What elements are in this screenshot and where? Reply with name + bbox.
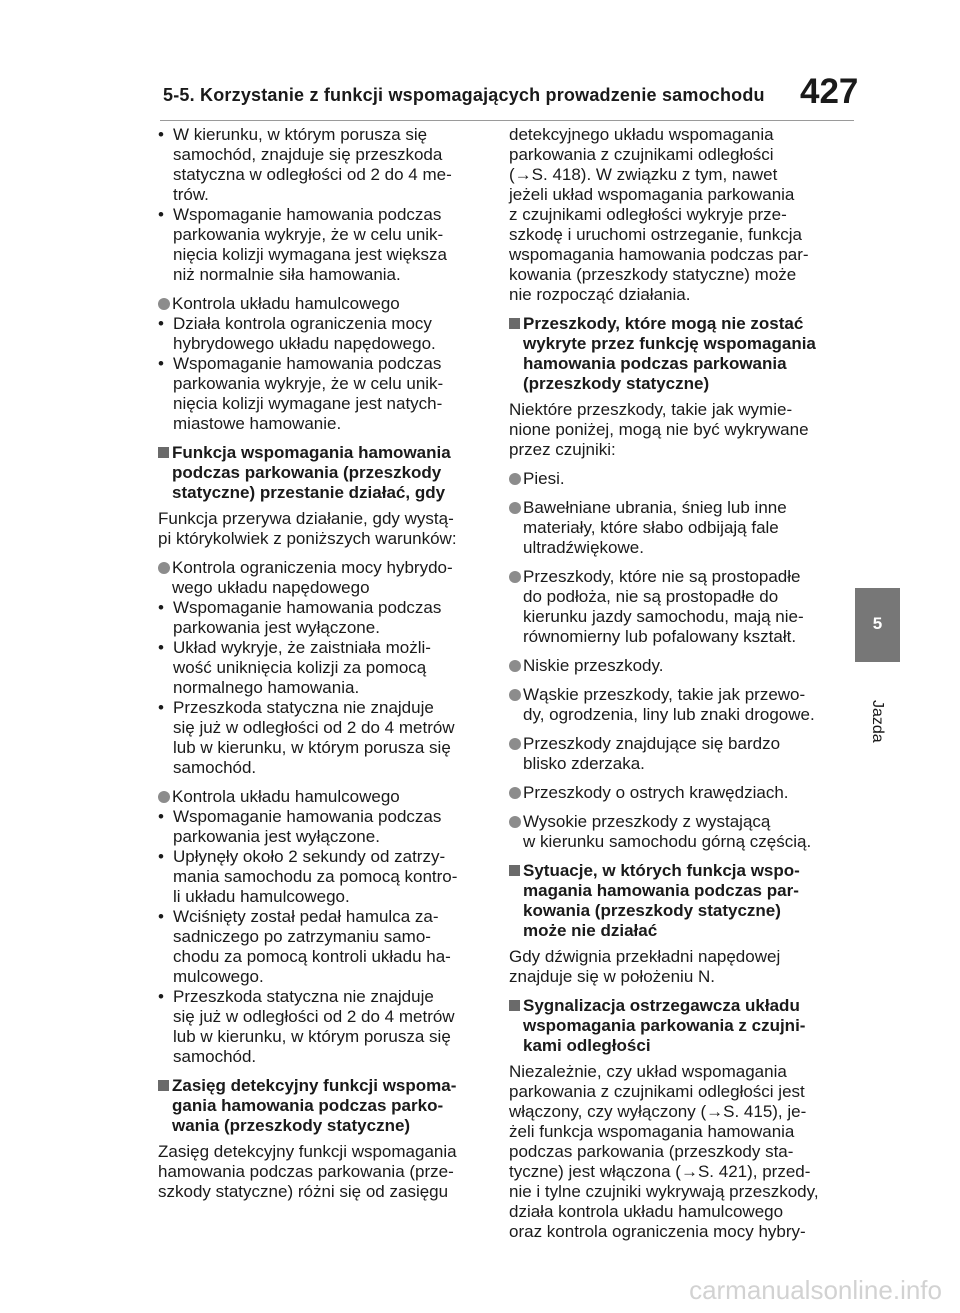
text-line: parkowania jest wyłączone.	[173, 827, 380, 846]
text-line: wego układu napędowego	[172, 578, 370, 597]
text-line: Przeszkoda statyczna nie znajduje	[173, 987, 434, 1006]
text-line: znajduje się w położeniu N.	[509, 967, 716, 986]
running-header-title: 5-5. Korzystanie z funkcji wspomagających prowadzenie samochodu	[163, 85, 765, 105]
text-line: nie rozpocząć działania.	[509, 285, 691, 304]
circle-item	[509, 567, 834, 647]
bullet-dot: •	[158, 807, 164, 826]
text-line: Przeszkody, które nie są prostopadłe	[523, 567, 801, 586]
bullet-item	[158, 638, 480, 698]
square-bullet-icon	[509, 1000, 520, 1011]
text-line: detekcyjnego układu wspomagania	[509, 125, 774, 144]
watermark: carmanualsonline.info	[689, 1275, 942, 1305]
circle-item	[158, 787, 480, 807]
text-line: Funkcja wspomagania hamowania	[172, 443, 451, 462]
bullet-dot: •	[158, 354, 164, 373]
text-line: hamowania podczas parkowania (prze-	[158, 1162, 454, 1181]
section-heading	[158, 443, 480, 503]
text-line: samochód.	[173, 758, 257, 777]
text-line: mania samochodu za pomocą kontro-	[173, 867, 458, 886]
circle-bullet-icon	[509, 473, 521, 485]
circle-item	[509, 469, 834, 489]
bullet-dot: •	[158, 125, 164, 144]
circle-bullet-icon	[158, 562, 170, 574]
paragraph	[509, 1062, 834, 1242]
text-line: (→S. 418). W związku z tym, nawet	[509, 165, 778, 184]
right-column	[509, 125, 834, 1242]
text-line: działa kontrola układu hamulcowego	[509, 1202, 784, 1221]
text-line: samochód, znajduje się przeszkoda	[173, 145, 443, 164]
text-line: lub w kierunku, w którym porusza się	[173, 1027, 451, 1046]
circle-bullet-icon	[509, 660, 521, 672]
text-line: Kontrola układu hamulcowego	[172, 787, 400, 806]
text-line: Sytuacje, w których funkcja wspo-	[523, 861, 800, 880]
bullet-dot: •	[158, 598, 164, 617]
bullet-item	[158, 807, 480, 847]
text-line: Wspomaganie hamowania podczas	[173, 354, 442, 373]
text-line: wania (przeszkody statyczne)	[172, 1116, 411, 1135]
bullet-dot: •	[158, 205, 164, 224]
bullet-dot: •	[158, 698, 164, 717]
text-line: kami odległości	[523, 1036, 651, 1055]
text-line: podczas parkowania (przeszkody	[172, 463, 442, 482]
text-line: lub w kierunku, w którym porusza się	[173, 738, 451, 757]
text-line: do podłoża, nie są prostopadłe do	[523, 587, 779, 606]
text-line: kowania (przeszkody statyczne)	[523, 901, 781, 920]
text-line: oraz kontrola ograniczenia mocy hybry-	[509, 1222, 806, 1241]
square-bullet-icon	[158, 447, 169, 458]
text-line: dy, ogrodzenia, liny lub znaki drogowe.	[523, 705, 815, 724]
text-line: W kierunku, w którym porusza się	[173, 125, 428, 144]
square-bullet-icon	[509, 318, 520, 329]
section-heading	[509, 996, 834, 1056]
bullet-dot: •	[158, 847, 164, 866]
text-line: Sygnalizacja ostrzegawcza układu	[523, 996, 800, 1015]
chapter-tab-number: 5	[872, 614, 883, 633]
text-line: Przeszkody, które mogą nie zostać	[523, 314, 804, 333]
square-bullet-icon	[509, 865, 520, 876]
text-line: Wspomaganie hamowania podczas	[173, 205, 442, 224]
text-line: normalnego hamowania.	[173, 678, 360, 697]
left-column	[158, 125, 480, 1202]
circle-item	[509, 498, 834, 558]
text-line: miastowe hamowanie.	[173, 414, 342, 433]
text-line: samochód.	[173, 1047, 257, 1066]
text-line: Wspomaganie hamowania podczas	[173, 598, 442, 617]
text-line: szkody statyczne) różni się od zasięgu	[158, 1182, 449, 1201]
text-line: z czujnikami odległości wykryje prze-	[509, 205, 787, 224]
circle-bullet-icon	[509, 689, 521, 701]
text-line: tyczne) jest włączona (→S. 421), przed-	[509, 1162, 811, 1181]
text-line: wykryte przez funkcję wspomagania	[523, 334, 816, 353]
text-line: statyczna w odległości od 2 do 4 me-	[173, 165, 452, 184]
text-line: mulcowego.	[173, 967, 264, 986]
circle-item	[509, 783, 834, 803]
text-line: parkowania z czujnikami odległości	[509, 145, 774, 164]
text-line: Wspomaganie hamowania podczas	[173, 807, 442, 826]
circle-bullet-icon	[509, 816, 521, 828]
text-line: się już w odległości od 2 do 4 metrów	[173, 1007, 455, 1026]
bullet-item	[158, 314, 480, 354]
bullet-item	[158, 698, 480, 778]
text-line: wspomagania hamowania podczas par-	[509, 245, 809, 264]
text-line: przez czujniki:	[509, 440, 616, 459]
bullet-dot: •	[158, 638, 164, 657]
circle-item	[158, 558, 480, 598]
text-line: może nie działać	[523, 921, 658, 940]
text-line: magania hamowania podczas par-	[523, 881, 799, 900]
text-line: się już w odległości od 2 do 4 metrów	[173, 718, 455, 737]
text-line: parkowania jest wyłączone.	[173, 618, 380, 637]
text-line: nione poniżej, mogą nie być wykrywane	[509, 420, 809, 439]
section-heading	[158, 1076, 480, 1136]
bullet-item	[158, 354, 480, 434]
text-line: kierunku jazdy samochodu, mają nie-	[523, 607, 804, 626]
section-heading	[509, 314, 834, 394]
text-line: pi którykolwiek z poniższych warunków:	[158, 529, 457, 548]
text-line: szkodę i uruchomi ostrzeganie, funkcja	[509, 225, 802, 244]
text-line: ultradźwiękowe.	[523, 538, 644, 557]
chapter-tab	[855, 588, 900, 662]
text-line: Zasięg detekcyjny funkcji wspomagania	[158, 1142, 457, 1161]
text-line: Piesi.	[523, 469, 565, 488]
circle-item	[509, 734, 834, 774]
text-line: Wciśnięty został pedał hamulca za-	[173, 907, 439, 926]
text-line: w kierunku samochodu górną częścią.	[523, 832, 812, 851]
text-line: statyczne) przestanie działać, gdy	[172, 483, 446, 502]
circle-item	[158, 294, 480, 314]
circle-item	[509, 656, 834, 676]
text-line: parkowania wykryje, że w celu unik-	[173, 225, 444, 244]
paragraph	[158, 1142, 480, 1202]
text-line: nięcia kolizji wymagane jest natych-	[173, 394, 443, 413]
text-line: Zasięg detekcyjny funkcji wspoma-	[172, 1076, 457, 1095]
text-line: Niezależnie, czy układ wspomagania	[509, 1062, 787, 1081]
bullet-item	[158, 907, 480, 987]
paragraph	[509, 400, 834, 460]
text-line: niż normalnie siła hamowania.	[173, 265, 401, 284]
section-heading	[509, 861, 834, 941]
text-line: jeżeli układ wspomagania parkowania	[509, 185, 795, 204]
circle-item	[509, 685, 834, 725]
bullet-dot: •	[158, 314, 164, 333]
text-line: Układ wykryje, że zaistniała możli-	[173, 638, 431, 657]
text-line: Wysokie przeszkody z wystającą	[523, 812, 771, 831]
text-line: materiały, które słabo odbijają fale	[523, 518, 779, 537]
circle-item	[509, 812, 834, 852]
text-line: Działa kontrola ograniczenia mocy	[173, 314, 432, 333]
text-line: wość uniknięcia kolizji za pomocą	[173, 658, 427, 677]
bullet-dot: •	[158, 987, 164, 1006]
text-line: Przeszkoda statyczna nie znajduje	[173, 698, 434, 717]
text-line: (przeszkody statyczne)	[523, 374, 710, 393]
circle-bullet-icon	[509, 571, 521, 583]
text-line: wspomagania parkowania z czujni-	[523, 1016, 806, 1035]
text-line: parkowania wykryje, że w celu unik-	[173, 374, 444, 393]
text-line: włączony, czy wyłączony (→S. 415), je-	[509, 1102, 807, 1121]
text-line: równomierny lub pofalowany kształt.	[523, 627, 797, 646]
paragraph	[509, 947, 834, 987]
circle-bullet-icon	[158, 791, 170, 803]
bullet-dot: •	[158, 907, 164, 926]
text-line: podczas parkowania (przeszkody sta-	[509, 1142, 794, 1161]
circle-bullet-icon	[509, 738, 521, 750]
text-line: żeli funkcja wspomagania hamowania	[509, 1122, 795, 1141]
text-line: Bawełniane ubrania, śnieg lub inne	[523, 498, 787, 517]
text-line: sadniczego po zatrzymaniu samo-	[173, 927, 431, 946]
text-line: hamowania podczas parkowania	[523, 354, 787, 373]
text-line: Przeszkody znajdujące się bardzo	[523, 734, 781, 753]
text-line: Przeszkody o ostrych krawędziach.	[523, 783, 789, 802]
square-bullet-icon	[158, 1080, 169, 1091]
text-line: parkowania z czujnikami odległości jest	[509, 1082, 805, 1101]
circle-bullet-icon	[509, 787, 521, 799]
text-line: chodu za pomocą kontroli układu ha-	[173, 947, 451, 966]
text-line: kowania (przeszkody statyczne) może	[509, 265, 797, 284]
text-line: blisko zderzaka.	[523, 754, 645, 773]
circle-bullet-icon	[509, 502, 521, 514]
text-line: Niektóre przeszkody, takie jak wymie-	[509, 400, 793, 419]
text-line: Funkcja przerywa działanie, gdy wystą-	[158, 509, 454, 528]
bullet-item	[158, 847, 480, 907]
text-line: nięcia kolizji wymagana jest większa	[173, 245, 448, 264]
text-line: Kontrola ograniczenia mocy hybrydo-	[172, 558, 453, 577]
bullet-item	[158, 598, 480, 638]
text-line: Niskie przeszkody.	[523, 656, 664, 675]
page-number: 427	[800, 72, 859, 111]
text-line: Gdy dźwignia przekładni napędowej	[509, 947, 781, 966]
text-line: hybrydowego układu napędowego.	[173, 334, 436, 353]
text-line: Upłynęły około 2 sekundy od zatrzy-	[173, 847, 446, 866]
text-line: li układu hamulcowego.	[173, 887, 350, 906]
header-rule	[160, 120, 854, 121]
bullet-item	[158, 987, 480, 1067]
text-line: gania hamowania podczas parko-	[172, 1096, 444, 1115]
text-line: Wąskie przeszkody, takie jak przewo-	[523, 685, 806, 704]
text-line: Kontrola układu hamulcowego	[172, 294, 400, 313]
bullet-item	[158, 125, 480, 205]
paragraph	[158, 509, 480, 549]
circle-bullet-icon	[158, 298, 170, 310]
text-line: trów.	[173, 185, 209, 204]
bullet-item	[158, 205, 480, 285]
text-line: nie i tylne czujniki wykrywają przeszkody,	[509, 1182, 819, 1201]
paragraph	[509, 125, 834, 305]
chapter-label: Jazda	[869, 700, 886, 743]
